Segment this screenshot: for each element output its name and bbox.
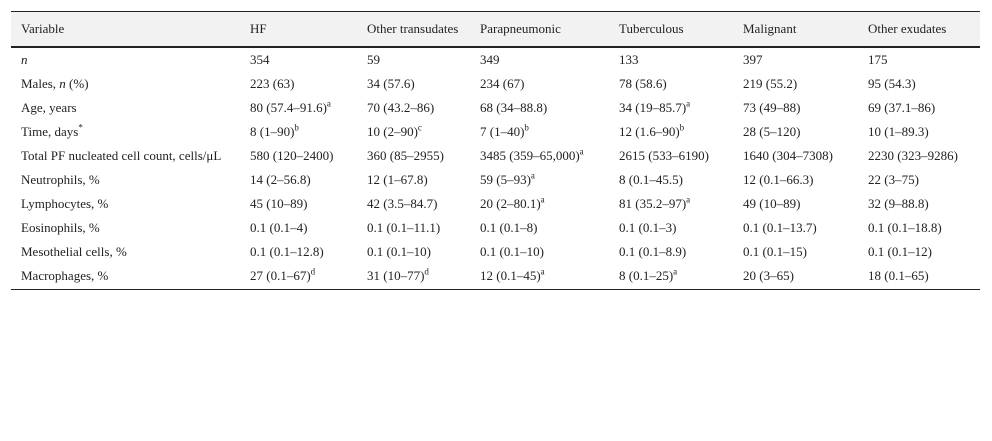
cell-text: 34 (19–85.7) xyxy=(619,100,687,115)
cell-tuberculous xyxy=(609,216,733,240)
cell-tuberculous xyxy=(609,120,733,144)
footnote-marker: a xyxy=(326,98,331,109)
cell-text: 70 (43.2–86) xyxy=(367,100,435,115)
footnote-marker: d xyxy=(310,266,316,277)
cell-hf xyxy=(240,96,357,120)
cell-text: Time, days xyxy=(21,124,79,139)
cell-text: 0.1 (0.1–8) xyxy=(480,220,538,235)
cell-text: 12 (0.1–45) xyxy=(480,268,541,283)
cell-text: 34 (57.6) xyxy=(367,76,415,91)
cell-text: 10 (2–90) xyxy=(367,124,418,139)
footnote-marker: a xyxy=(673,266,678,277)
cell-text: 349 xyxy=(480,52,500,67)
cell-malignant xyxy=(733,264,858,290)
cell-text: 0.1 (0.1–15) xyxy=(743,244,807,259)
cell-other-exudates xyxy=(858,47,980,72)
cell-tuberculous xyxy=(609,96,733,120)
table-row xyxy=(11,192,980,216)
cell-text: 69 (37.1–86) xyxy=(868,100,936,115)
cell-other-exudates xyxy=(858,72,980,96)
cell-other-transudates xyxy=(357,47,470,72)
cell-text: 580 (120–2400) xyxy=(250,148,334,163)
row-label xyxy=(11,216,240,240)
cell-text: 0.1 (0.1–18.8) xyxy=(868,220,942,235)
footnote-marker: b xyxy=(524,122,529,133)
cell-other-transudates xyxy=(357,216,470,240)
cell-malignant xyxy=(733,96,858,120)
cell-text: 20 (3–65) xyxy=(743,268,794,283)
footnote-marker: * xyxy=(78,122,83,133)
cell-text: 28 (5–120) xyxy=(743,124,801,139)
footnote-marker: a xyxy=(686,98,691,109)
cell-text: 223 (63) xyxy=(250,76,295,91)
table-row xyxy=(11,144,980,168)
cell-text: 354 xyxy=(250,52,270,67)
cell-text: 45 (10–89) xyxy=(250,196,308,211)
italic-text: n xyxy=(59,76,66,91)
cell-other-exudates xyxy=(858,168,980,192)
cell-parapneumonic xyxy=(470,192,609,216)
cell-text: Macrophages, % xyxy=(21,268,109,283)
cell-other-transudates xyxy=(357,240,470,264)
cell-other-transudates xyxy=(357,72,470,96)
cell-other-transudates xyxy=(357,168,470,192)
cell-text: 12 (0.1–66.3) xyxy=(743,172,814,187)
cell-malignant xyxy=(733,120,858,144)
data-table-container xyxy=(11,11,980,290)
header-tuberculous: Tuberculous xyxy=(609,12,733,48)
cell-text: 0.1 (0.1–10) xyxy=(480,244,544,259)
footnote-marker: a xyxy=(530,170,535,181)
cell-text: 7 (1–40) xyxy=(480,124,525,139)
cell-text: 175 xyxy=(868,52,888,67)
cell-malignant xyxy=(733,192,858,216)
cell-hf xyxy=(240,47,357,72)
footnote-marker: a xyxy=(540,194,545,205)
cell-text: 2230 (323–9286) xyxy=(868,148,958,163)
cell-text: 0.1 (0.1–12.8) xyxy=(250,244,324,259)
cell-text: 31 (10–77) xyxy=(367,268,425,283)
cell-tuberculous xyxy=(609,168,733,192)
table-body xyxy=(11,47,980,290)
cell-text: 8 (0.1–45.5) xyxy=(619,172,683,187)
cell-text: 49 (10–89) xyxy=(743,196,801,211)
cell-text: 0.1 (0.1–11.1) xyxy=(367,220,441,235)
cell-hf xyxy=(240,240,357,264)
cell-text: Mesothelial cells, % xyxy=(21,244,127,259)
cell-hf xyxy=(240,192,357,216)
row-label xyxy=(11,72,240,96)
header-variable: Variable xyxy=(11,12,240,48)
cell-text: 3485 (359–65,000) xyxy=(480,148,580,163)
cell-parapneumonic xyxy=(470,72,609,96)
cell-tuberculous xyxy=(609,144,733,168)
cell-malignant xyxy=(733,240,858,264)
cell-text: 1640 (304–7308) xyxy=(743,148,833,163)
cell-other-exudates xyxy=(858,264,980,290)
header-parapneumonic: Parapneumonic xyxy=(470,12,609,48)
footnote-marker: a xyxy=(540,266,545,277)
cell-text: 8 (1–90) xyxy=(250,124,295,139)
cell-text: 59 (5–93) xyxy=(480,172,531,187)
cell-text: 0.1 (0.1–12) xyxy=(868,244,932,259)
footnote-marker: c xyxy=(417,122,422,133)
cell-text: 42 (3.5–84.7) xyxy=(367,196,438,211)
cell-malignant xyxy=(733,47,858,72)
cell-other-exudates xyxy=(858,216,980,240)
row-label xyxy=(11,192,240,216)
row-label xyxy=(11,168,240,192)
cell-text: 0.1 (0.1–13.7) xyxy=(743,220,817,235)
cell-parapneumonic xyxy=(470,168,609,192)
row-label xyxy=(11,96,240,120)
cell-text: Total PF nucleated cell count, cells/μL xyxy=(21,148,222,163)
cell-hf xyxy=(240,72,357,96)
cell-text: 22 (3–75) xyxy=(868,172,919,187)
cell-text: 0.1 (0.1–3) xyxy=(619,220,677,235)
footnote-marker: b xyxy=(679,122,685,133)
cell-text: 81 (35.2–97) xyxy=(619,196,687,211)
cell-text: Age, years xyxy=(21,100,77,115)
row-label xyxy=(11,120,240,144)
cell-tuberculous xyxy=(609,47,733,72)
cell-other-exudates xyxy=(858,120,980,144)
cell-text: 18 (0.1–65) xyxy=(868,268,929,283)
cell-hf xyxy=(240,216,357,240)
cell-tuberculous xyxy=(609,264,733,290)
cell-text: 0.1 (0.1–8.9) xyxy=(619,244,687,259)
cell-text: 80 (57.4–91.6) xyxy=(250,100,327,115)
cell-other-exudates xyxy=(858,240,980,264)
cell-text: 234 (67) xyxy=(480,76,525,91)
cell-text: 14 (2–56.8) xyxy=(250,172,311,187)
cell-text: 0.1 (0.1–10) xyxy=(367,244,431,259)
cell-parapneumonic xyxy=(470,216,609,240)
cell-text: 219 (55.2) xyxy=(743,76,798,91)
header-other-exudates: Other exudates xyxy=(858,12,980,48)
header-other-transudates: Other transudates xyxy=(357,12,470,48)
cell-parapneumonic xyxy=(470,96,609,120)
cell-malignant xyxy=(733,72,858,96)
cell-text: 32 (9–88.8) xyxy=(868,196,929,211)
footnote-marker: d xyxy=(424,266,429,277)
cell-text: 78 (58.6) xyxy=(619,76,667,91)
cell-hf xyxy=(240,144,357,168)
cell-other-transudates xyxy=(357,120,470,144)
cell-text: 2615 (533–6190) xyxy=(619,148,709,163)
cell-parapneumonic xyxy=(470,240,609,264)
footnote-marker: a xyxy=(686,194,691,205)
cell-text: Lymphocytes, % xyxy=(21,196,109,211)
header-malignant: Malignant xyxy=(733,12,858,48)
footnote-marker: b xyxy=(294,122,299,133)
table-row xyxy=(11,216,980,240)
cell-parapneumonic xyxy=(470,264,609,290)
table-row xyxy=(11,264,980,290)
cell-other-exudates xyxy=(858,96,980,120)
cell-text: 12 (1.6–90) xyxy=(619,124,680,139)
cell-text: 12 (1–67.8) xyxy=(367,172,428,187)
cell-other-transudates xyxy=(357,144,470,168)
cell-text: 133 xyxy=(619,52,639,67)
cell-parapneumonic xyxy=(470,120,609,144)
table-row xyxy=(11,168,980,192)
cell-other-transudates xyxy=(357,192,470,216)
cell-parapneumonic xyxy=(470,47,609,72)
cell-text: 59 xyxy=(367,52,380,67)
row-label xyxy=(11,47,240,72)
cell-other-transudates xyxy=(357,96,470,120)
cell-malignant xyxy=(733,144,858,168)
cell-parapneumonic xyxy=(470,144,609,168)
table-row xyxy=(11,240,980,264)
cell-text: 10 (1–89.3) xyxy=(868,124,929,139)
cell-other-transudates xyxy=(357,264,470,290)
cell-text: 397 xyxy=(743,52,763,67)
cell-text: 8 (0.1–25) xyxy=(619,268,674,283)
table-header-row xyxy=(11,12,980,48)
cell-text: Neutrophils, % xyxy=(21,172,100,187)
cell-text: Males, xyxy=(21,76,60,91)
cell-other-exudates xyxy=(858,144,980,168)
cell-tuberculous xyxy=(609,72,733,96)
cell-tuberculous xyxy=(609,192,733,216)
cell-text: 360 (85–2955) xyxy=(367,148,444,163)
cell-hf xyxy=(240,264,357,290)
cell-text: 73 (49–88) xyxy=(743,100,801,115)
cell-text: 68 (34–88.8) xyxy=(480,100,548,115)
cell-text: 95 (54.3) xyxy=(868,76,916,91)
pleural-fluid-table xyxy=(11,11,980,290)
cell-text: Eosinophils, % xyxy=(21,220,100,235)
italic-text: n xyxy=(21,52,28,67)
table-row xyxy=(11,120,980,144)
cell-tuberculous xyxy=(609,240,733,264)
header-hf: HF xyxy=(240,12,357,48)
table-row xyxy=(11,96,980,120)
cell-text: 20 (2–80.1) xyxy=(480,196,541,211)
cell-malignant xyxy=(733,168,858,192)
cell-hf xyxy=(240,120,357,144)
row-label xyxy=(11,240,240,264)
cell-other-exudates xyxy=(858,192,980,216)
row-label xyxy=(11,144,240,168)
cell-hf xyxy=(240,168,357,192)
cell-malignant xyxy=(733,216,858,240)
cell-text: 27 (0.1–67) xyxy=(250,268,311,283)
cell-text: 0.1 (0.1–4) xyxy=(250,220,308,235)
cell-text: (%) xyxy=(65,76,89,91)
table-row xyxy=(11,47,980,72)
footnote-marker: a xyxy=(579,146,584,157)
table-row xyxy=(11,72,980,96)
row-label xyxy=(11,264,240,290)
